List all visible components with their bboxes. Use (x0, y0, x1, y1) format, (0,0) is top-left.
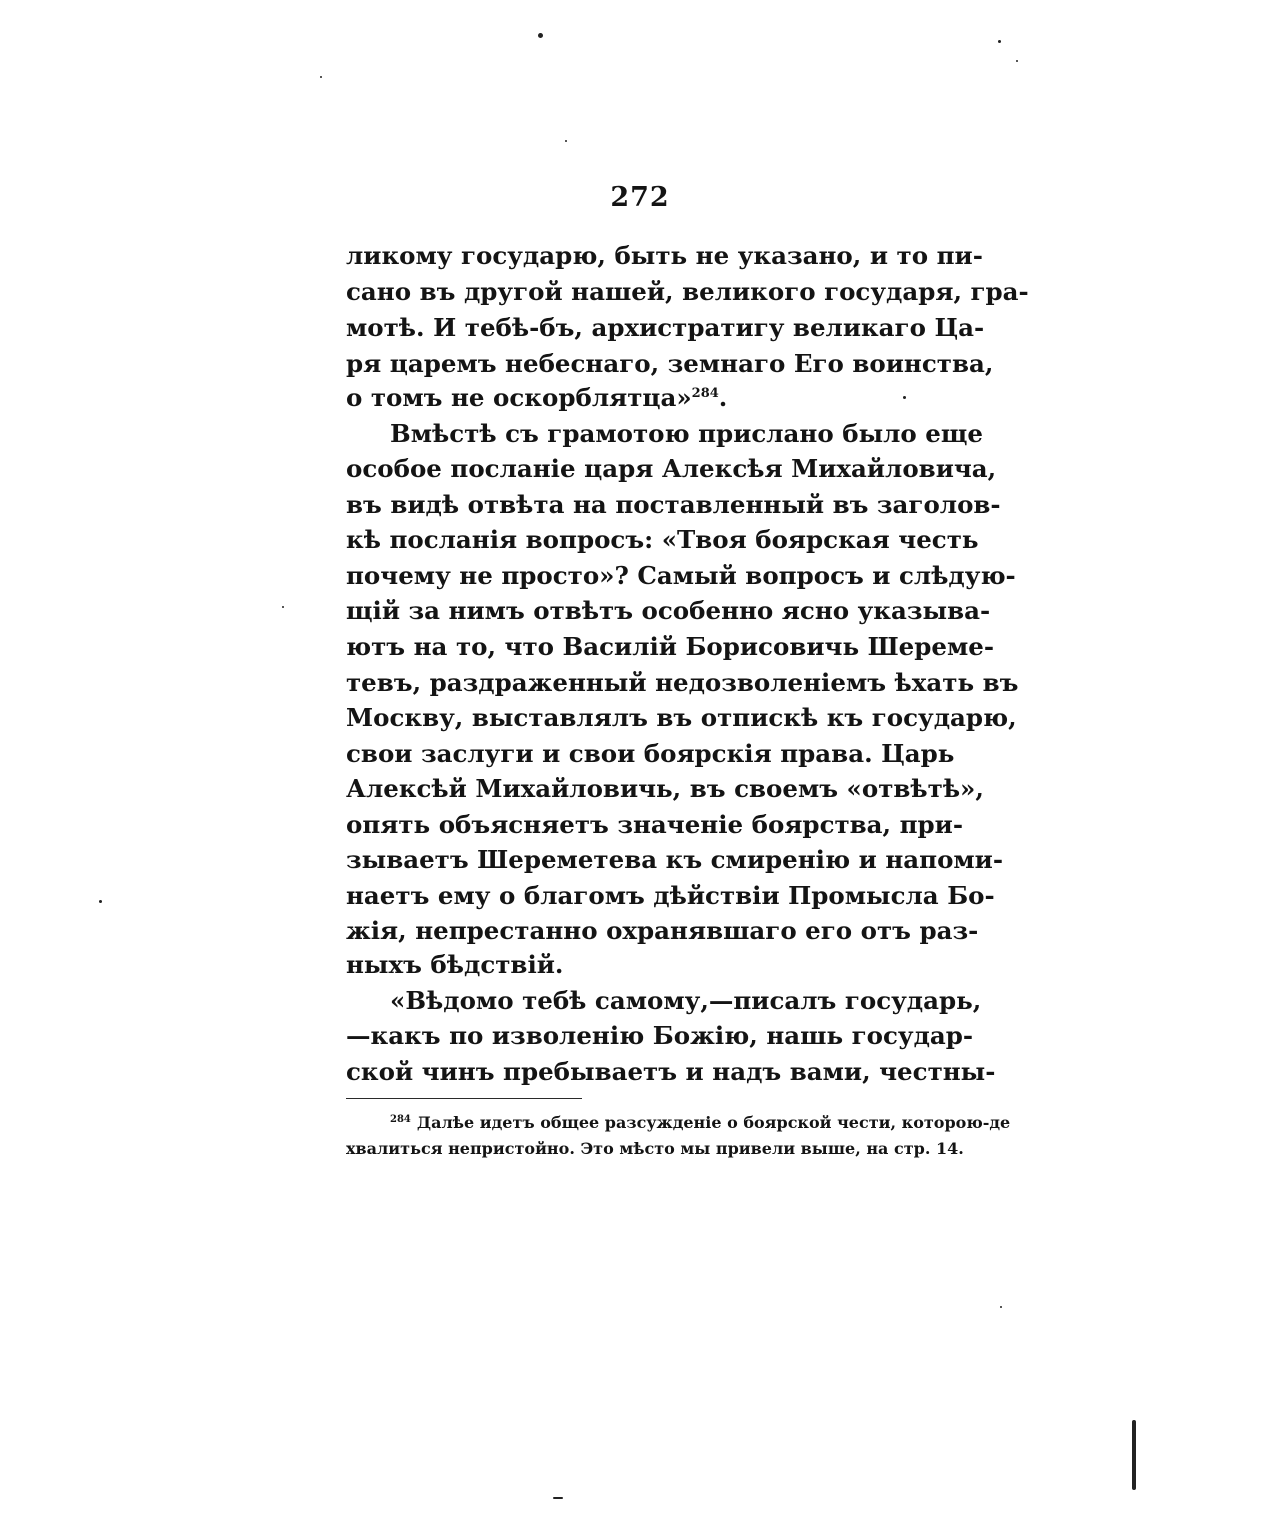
body-line: «Вѣдомо тебѣ самому,—писалъ государь, (390, 986, 982, 1015)
footnote-line: хвалиться непристойно. Это мѣсто мы привели выше, на стр. 14. (346, 1139, 964, 1158)
body-line: Алексѣй Михайловичь, въ своемъ «отвѣтѣ», (346, 774, 984, 803)
body-line: жія, непрестанно охранявшаго его отъ раз- (346, 916, 979, 945)
body-line: Москву, выставлялъ въ отпискѣ къ государю, (346, 703, 1017, 732)
body-line: мотѣ. И тебѣ-бъ, архистратигу великаго Ца- (346, 313, 985, 342)
body-line: ской чинъ пребываетъ и надъ вами, честны- (346, 1057, 996, 1086)
body-line: щій за нимъ отвѣтъ особенно ясно указыва- (346, 596, 991, 625)
scan-speck (903, 396, 906, 399)
body-line: свои заслуги и свои боярскія права. Царь (346, 739, 955, 768)
footnote-text: Далѣе идетъ общее разсужденіе о боярской чести, которою-де (416, 1113, 1011, 1132)
body-line: Вмѣстѣ съ грамотою прислано было еще (390, 419, 983, 448)
scan-speck (553, 1497, 563, 1499)
scan-speck (1016, 60, 1018, 62)
footnote-number: 284 (390, 1113, 411, 1125)
footnote-reference: 284 (691, 385, 719, 401)
body-line: особое посланіе царя Алексѣя Михайловича, (346, 454, 997, 483)
body-line: почему не просто»? Самый вопросъ и слѣдую- (346, 561, 1016, 590)
body-line: кѣ посланія вопросъ: «Твоя боярская честь (346, 525, 979, 554)
body-line: опять объясняетъ значеніе боярства, при- (346, 810, 964, 839)
scan-speck (320, 76, 322, 78)
page-number: 272 (610, 182, 670, 213)
body-line: ликому государю, быть не указано, и то пи- (346, 241, 983, 270)
scan-speck (1000, 1306, 1002, 1308)
scan-speck (538, 33, 543, 38)
body-line-with-footnote-ref (346, 380, 934, 416)
body-line: зываетъ Шереметева къ смиренію и напоми- (346, 845, 1004, 874)
scan-speck (565, 140, 567, 142)
scan-speck (998, 40, 1001, 43)
body-line: ютъ на то, что Василій Борисовичь Шереме- (346, 632, 995, 661)
footnote-reference-tail: . (718, 383, 728, 412)
body-line: наетъ ему о благомъ дѣйствіи Промысла Бо- (346, 881, 995, 910)
body-line: въ видѣ отвѣта на поставленный въ заголов- (346, 490, 1001, 519)
body-line: сано въ другой нашей, великого государя, гра- (346, 277, 1029, 306)
body-line: ря царемъ небеснаго, земнаго Его воинства, (346, 349, 994, 378)
scan-speck (282, 606, 284, 608)
body-line: —какъ по изволенію Божію, нашь государ- (346, 1021, 974, 1050)
body-line-text: о томъ не оскорблятца» (346, 383, 692, 412)
scan-edge-mark (1132, 1420, 1136, 1490)
body-line: ныхъ бѣдствій. (346, 950, 564, 979)
footnote-line (346, 1110, 1011, 1136)
body-line: тевъ, раздраженный недозволеніемъ ѣхать въ (346, 668, 1019, 697)
scan-speck (99, 900, 102, 903)
footnote-divider (346, 1098, 582, 1099)
